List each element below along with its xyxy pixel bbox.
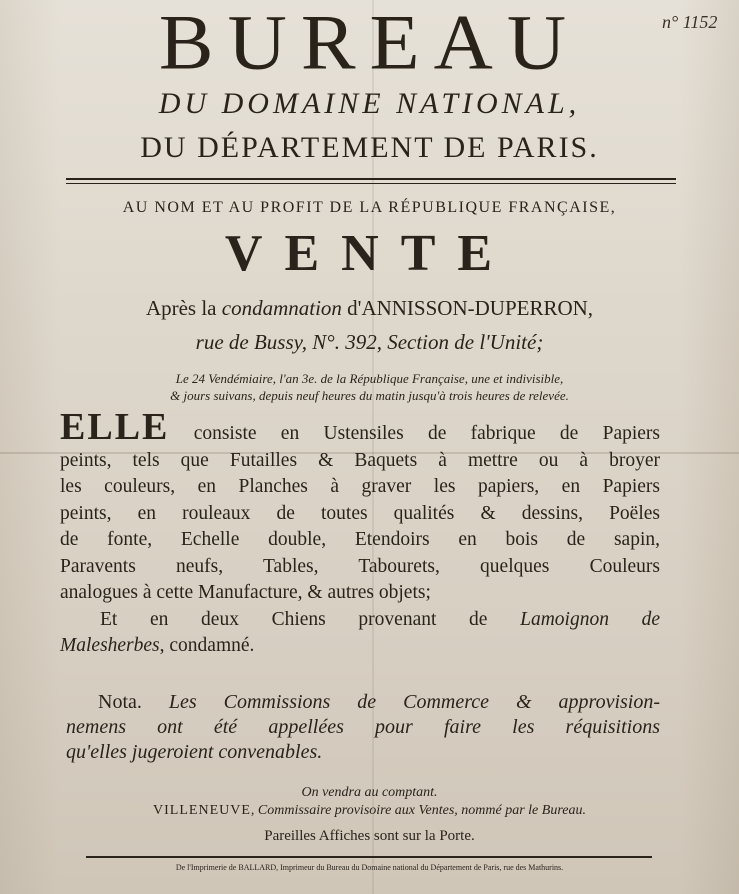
body-line: peints, tels que Futailles & Baquets à mettre ou à broyer (60, 449, 660, 471)
imprimerie-line: De l'Imprimerie de BALLARD, Imprimeur du Bureau du Domaine national du Département de Paris, rue des Mathurins. (175, 863, 564, 872)
body-line-1-rest: consiste en Ustensiles de fabrique de Papiers (193, 423, 660, 444)
body-line: les couleurs, en Planches à graver les papiers, en Papiers (60, 476, 660, 497)
au-nom-line: AU NOM ET AU PROFIT DE LA RÉPUBLIQUE FRANÇAISE, (122, 199, 617, 216)
villeneuve-rest: , Commissaire provisoire aux Ventes, nommé par le Bureau. (250, 803, 586, 818)
dogs-prefix: Et en deux Chiens provenant de (100, 608, 488, 630)
nota-line-3: qu'elles jugeroient convenables. (66, 741, 323, 763)
dogs-italic-1: Lamoignon de (520, 608, 661, 630)
nota-label: Nota. (98, 691, 142, 713)
divider-bottom (86, 856, 652, 858)
date-line-1: Le 24 Vendémiaire, l'an 3e. de la République Française, une et indivisible, (175, 371, 564, 386)
sale-description (60, 406, 661, 660)
villeneuve-name: VILLENEUVE (153, 803, 251, 818)
reference-number: n° 1152 (662, 12, 718, 32)
address-line: rue de Bussy, N°. 392, Section de l'Unité; (195, 330, 544, 354)
body-line: analogues à cette Manufacture, & autres objets; (60, 582, 431, 603)
dogs-italic-2: Malesherbes (60, 635, 160, 656)
body-line: peints, en rouleaux de toutes qualités & dessins, Poëles (60, 502, 660, 524)
body-line-1 (60, 406, 660, 448)
body-line: Paravents neufs, Tables, Tabourets, quelques Couleurs (60, 555, 660, 577)
apres-italic: condamnation (221, 296, 342, 320)
vente-heading: VENTE (224, 225, 515, 282)
pareilles-line: Pareilles Affiches sont sur la Porte. (264, 828, 475, 844)
nota-block (66, 690, 660, 765)
date-line-2: & jours suivans, depuis neuf heures du matin jusqu'à trois heures de relevée. (170, 388, 569, 403)
apres-condamnation-line (0, 294, 739, 322)
dogs-suffix: , condamné. (159, 635, 255, 656)
villeneuve-line (0, 802, 739, 820)
dropcap-elle: ELLE (60, 406, 170, 448)
dogs-line-2 (60, 633, 660, 660)
subtitle-departement: DU DÉPARTEMENT DE PARIS. (140, 131, 599, 164)
divider-top-thin (66, 183, 676, 184)
body-line: de fonte, Echelle double, Etendoirs en bois de sapin, (60, 529, 660, 550)
nota-line-1 (66, 690, 660, 715)
apres-prefix: Après la (145, 296, 217, 320)
dogs-line-1 (60, 607, 660, 634)
nota-line-1-text: Les Commissions de Commerce & approvision- (168, 691, 661, 713)
comptant-line: On vendra au comptant. (301, 785, 438, 800)
apres-suffix: d'ANNISSON-DUPERRON, (347, 296, 594, 320)
nota-line-2: nemens ont été appellées pour faire les réquisitions (66, 716, 660, 738)
subtitle-domaine: DU DOMAINE NATIONAL, (158, 87, 581, 120)
divider-top (66, 178, 676, 180)
title-bureau: BUREAU (158, 0, 581, 86)
